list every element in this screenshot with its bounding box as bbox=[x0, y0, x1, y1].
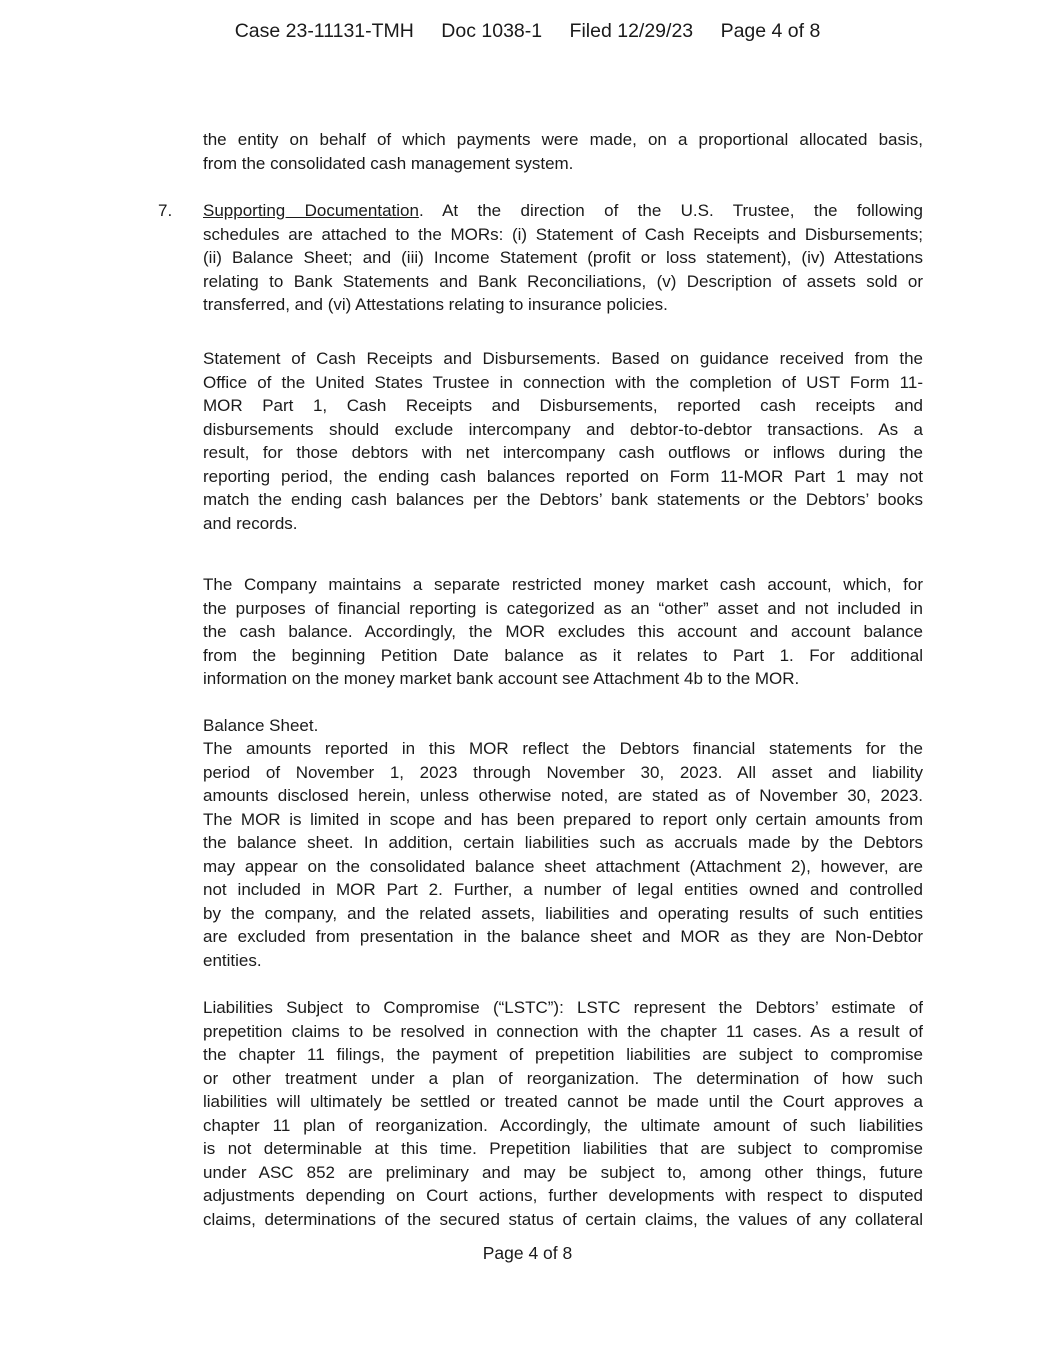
text-line: match the ending cash balances per the Debtors’ bank statements or the Debtors’ books bbox=[203, 490, 923, 509]
text-line: from the beginning Petition Date balance as it relates to Part 1. For additional bbox=[203, 645, 923, 665]
text-line: information on the money market bank account see Attachment 4b to the MOR. bbox=[203, 669, 800, 688]
section-heading: Supporting Documentation bbox=[203, 201, 419, 220]
text-line: period of November 1, 2023 through November 30, 2023. All asset and liability bbox=[203, 762, 923, 782]
text-line: may appear on the consolidated balance sheet attachment (Attachment 2), however, are bbox=[203, 856, 923, 876]
text-line: by the company, and the related assets, liabilities and operating results of such entities bbox=[203, 903, 923, 923]
text-line: The amounts reported in this MOR reflect the Debtors financial statements for the bbox=[203, 739, 923, 758]
text-line: and records. bbox=[203, 513, 298, 533]
text-line: is not determinable at this time. Prepetition liabilities that are subject to compromise bbox=[203, 1139, 923, 1158]
text-line: the cash balance. Accordingly, the MOR excludes this account and account balance bbox=[203, 622, 923, 641]
text-line: Office of the United States Trustee in connection with the completion of UST Form 11- bbox=[203, 372, 923, 392]
text-line: result, for those debtors with net intercompany cash outflows or inflows during the bbox=[203, 443, 923, 462]
text-line: or other treatment under a plan of reorganization. The determination of how such bbox=[203, 1068, 923, 1088]
text-line: Statement of Cash Receipts and Disbursements. Based on guidance received from the bbox=[203, 349, 923, 368]
case-header bbox=[0, 20, 1055, 43]
paragraph-supporting-documentation bbox=[203, 199, 923, 317]
paragraph-lstc bbox=[203, 996, 923, 1231]
case-number: Case 23-11131-TMH bbox=[234, 20, 414, 42]
text-line: amounts disclosed herein, unless otherwise noted, are stated as of November 30, 2023. bbox=[203, 786, 923, 805]
text-line: not included in MOR Part 2. Further, a number of legal entities owned and controlled bbox=[203, 880, 923, 899]
text-line: reporting period, the ending cash balances reported on Form 11-MOR Part 1 may not bbox=[203, 466, 923, 486]
text-line: Liabilities Subject to Compromise (“LSTC”): LSTC represent the Debtors’ estimate of bbox=[203, 998, 923, 1017]
page-footer: Page 4 of 8 bbox=[482, 1243, 573, 1263]
paragraph-balance-sheet bbox=[203, 737, 923, 972]
text-line: disbursements should exclude intercompany and debtor-to-debtor transactions. As a bbox=[203, 419, 923, 439]
text-line: liabilities will ultimately be settled or treated cannot be made until the Court approves a bbox=[203, 1092, 923, 1111]
text-line: (ii) Balance Sheet; and (iii) Income Statement (profit or loss statement), (iv) Attestations bbox=[203, 248, 923, 267]
paragraph-cash-receipts bbox=[203, 347, 923, 535]
text-line: are excluded from presentation in the balance sheet and MOR as they are Non-Debtor bbox=[203, 927, 923, 946]
text-line: claims, determinations of the secured status of certain claims, the values of any collateral bbox=[203, 1209, 923, 1229]
text-line: from the consolidated cash management system. bbox=[203, 153, 574, 173]
text-line: the purposes of financial reporting is categorized as an “other” asset and not included in bbox=[203, 598, 923, 618]
text-line: Balance Sheet. bbox=[203, 716, 319, 735]
text-line: transferred, and (vi) Attestations relating to insurance policies. bbox=[203, 295, 668, 314]
paragraph-money-market bbox=[203, 573, 923, 691]
text-line: The Company maintains a separate restricted money market cash account, which, for bbox=[203, 575, 923, 594]
paragraph-continuation bbox=[203, 128, 923, 175]
header-page: Page 4 of 8 bbox=[720, 20, 821, 42]
text-line: MOR Part 1, Cash Receipts and Disbursements, reported cash receipts and bbox=[203, 396, 923, 415]
heading-balance-sheet bbox=[203, 714, 923, 738]
text-line: prepetition claims to be resolved in connection with the chapter 11 cases. As a result of bbox=[203, 1021, 923, 1041]
text-line: under ASC 852 are preliminary and may be subject to, among other things, future bbox=[203, 1162, 923, 1182]
text-line: the chapter 11 filings, the payment of prepetition liabilities are subject to compromise bbox=[203, 1045, 923, 1064]
text-line: chapter 11 plan of reorganization. Accordingly, the ultimate amount of such liabilities bbox=[203, 1115, 923, 1135]
text-line: entities. bbox=[203, 950, 262, 970]
text-line: schedules are attached to the MORs: (i) Statement of Cash Receipts and Disbursements; bbox=[203, 224, 923, 244]
line-text: . At the direction of the U.S. Trustee, the following bbox=[418, 201, 923, 220]
text-line bbox=[203, 199, 923, 223]
item-number: 7. bbox=[158, 201, 173, 220]
text-line: relating to Bank Statements and Bank Reconciliations, (v) Description of assets sold or bbox=[203, 271, 923, 291]
filed-date: Filed 12/29/23 bbox=[569, 20, 694, 42]
text-line: the balance sheet. In addition, certain liabilities such as accruals made by the Debtors bbox=[203, 833, 923, 852]
doc-number: Doc 1038-1 bbox=[441, 20, 543, 42]
text-line: the entity on behalf of which payments were made, on a proportional allocated basis, bbox=[203, 130, 923, 149]
text-line: adjustments depending on Court actions, further developments with respect to disputed bbox=[203, 1186, 923, 1205]
text-line: The MOR is limited in scope and has been prepared to report only certain amounts from bbox=[203, 809, 923, 829]
